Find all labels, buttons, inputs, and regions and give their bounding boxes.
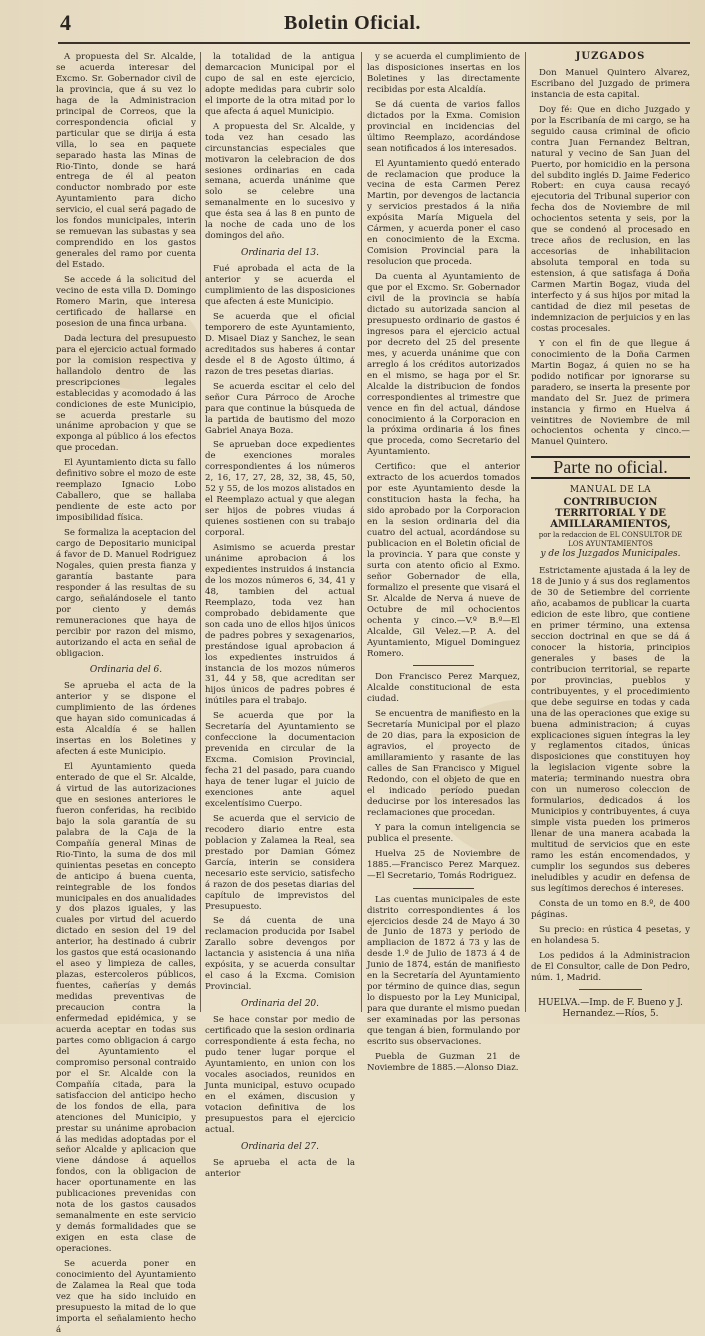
manual-title-line: MANUAL DE LA [569,485,652,496]
paragraph: Don Francisco Perez Marquez, Alcalde constitucional de esta ciudad. [367,672,520,705]
header-rule [58,42,690,44]
paragraph: Huelva 25 de Noviembre de 1885.—Francisco Perez Marquez.—El Secretario, Tomás Rodriguez. [367,848,520,881]
paragraph: Se aprueba el acta de la anterior [205,1157,355,1179]
separator-rule [579,989,643,990]
manual-subtitle: y de los Juzgados Municipales. [540,549,681,560]
column-4 [531,51,690,1020]
paragraph: Se aprueba el acta de la anterior y se dispone el cumplimiento de las órdenes que hayan sido comunicadas á esta Alcaldía é se hallen insertas en los Boletines y afecten á este Municipio. [56,681,196,758]
paragraph: Se aprueban doce expedientes de exenciones morales correspondientes á los números 2, 16, 17, 27, 28, 32, 38, 45, 50, 52 y 55, de los mozos alistados en el Reemplazo actual y que alegan ser hijos de pobres viudas á quienes sostienen con su trabajo corporal. [205,440,355,539]
paragraph: Se encuentra de manifiesto en la Secretaría Municipal por el plazo de 20 dias, para la exposicion de agravios, el proyecto de amillaramiento y rasante de las calles de San Francisco y Miguel Redondo, con el objeto de que en el indicado período puedan deducirse por los interesados las reclamaciones que procedan. [367,709,520,818]
paragraph: El Ayuntamiento quedó enterado de reclamacion que produce la vecina de esta Carmen Perez Martin, por devengos de lactancia y servicios prestados á la niña expósita María Miguela del Cármen, y acuerda poner el caso en conocimiento de la Excma. Comision Provincial para la resolucion que proceda. [367,158,520,268]
paragraph: Se formaliza la aceptacion del cargo de Depositario municipal á favor de D. Manuel Rodriguez Nogales, quien presta fianza y garantía bastante para responder á las resultas de su cargo, señalándosele el tanto por ciento y demás remuneraciones que haya de percibir por razon del mismo, autorizando el acta en señal de obligacion. [56,528,196,659]
paragraph: Se dá cuenta de varios fallos dictados por la Exma. Comision provincial en incidencias del último Reemplazo, acordándose sean notificados á los interesados. [367,99,520,154]
paragraph: Y para la comun inteligencia se publica el presente. [367,822,520,844]
paragraph: Se acuerda que por la Secretaría del Ayuntamiento se confeccione la documentacion prevenida en circular de la Excma. Comision Provincial, fecha 21 del pasado, para cuando haya de tener lugar el juicio de exenciones ante aquel excelentísimo Cuerpo. [205,711,355,809]
column-3 [367,52,520,1073]
column-1 [56,52,196,1335]
paragraph: Se acuerda que el servicio de recodero diario entre esta poblacion y Zalamea la Real, sea prestado por Damian Gómez García, interin se considera necesario este servicio, satisfecho á razon de dos pesetas diarias del capítulo de imprevistos del Presupuesto. [205,813,355,912]
paragraph: Certifico: que el anterior extracto de los acuerdos tomados por este Ayuntamiento desde la constitucion hasta la fecha, ha sido aprobado por la Corporacion en la sesion ordinaria del dia cuatro del actual, acordándose su publicacion en el Boletin oficial de la provincia. Y para que conste y surta con atento oficio al Exmo. señor Gobernador de ella, formalizo el presente que visará el Sr. Alcalde de Nerva á nueve de Octubre de mil ochocientos ochenta y cinco.—V.º B.º—El Alcalde, Gil Velez.—P. A. del Ayuntamiento, Miguel Dominguez Romero. [367,462,520,659]
page-title: Boletin Oficial. [284,12,421,34]
imprint: HUELVA.—Imp. de F. Bueno y J. Hernandez.—Ríos, 5. [538,998,683,1020]
juzgados-heading: JUZGADOS [575,51,646,62]
page-header [0,0,705,40]
section-heading: Ordinaria del 6. [89,665,163,676]
column-2 [205,52,355,1179]
manual-title: CONTRIBUCION TERRITORIAL Y DE AMILLARAMIENTOS, [550,497,671,531]
parte-no-oficial-heading: Parte no oficial. [531,456,690,479]
paragraph: El Ayuntamiento queda enterado de que el Sr. Alcalde, á virtud de las autorizaciones que en sesiones anteriores le fueron conferidas, ha recibido bajo la sola garantía de su palabra de la Caja de la Compañía general Minas de Rio-Tinto, la suma de dos mil quinientas pesetas en concepto de anticipo á buena cuenta, reintegrable de los fondos municipales en dos anualidades y dos plazos iguales, y las cuales por virtud del acuerdo dictado en sesion del 19 del anterior, ha destinado á cubrir los gastos que está ocasionando el aseo y limpieza de calles, plazas, estercoleros públicos, fuentes, cañerías y demás medidas preventivas de precaucion contra la enfermedad epidémica, y se acuerda aceptar en todas sus partes como obligacion á cargo del Ayuntamiento el compromiso personal contraido por el Sr. Alcalde con la Compañía citada, para la satisfaccion del anticipo hecho de los fondos de ella, para atenciones del Municipio, y prestar su unánime aprobacion á las medidas adoptadas por el señor Alcalde y aplicacion que viene dándose á aquellos fondos, con la obligacion de hacer oportunamente en las publicaciones prevenidas con nota de los gastos causados semanalmente en este servicio y demás formalidades que se exigen en esta clase de operaciones. [56,762,196,1255]
paragraph: Se dá cuenta de una reclamacion producida por Isabel Zarallo sobre devengos por lactancia y asistencia á una niña expósita, y se acuerda consultar el caso á la Excma. Comision Provincial. [205,916,355,993]
paragraph: Puebla de Guzman 21 de Noviembre de 1885.—Alonso Diaz. [367,1051,520,1073]
paragraph: Y con el fin de que llegue á conocimiento de la Doña Carmen Martin Bogaz, á quien no se ha podido notificar por ignorarse su paradero, se inserta la presente por mandato del Sr. Juez de primera instancia y firmo en Huelva á veintitres de Noviembre de mil ochocientos ochenta y cinco.—Manuel Quintero. [531,338,690,448]
column-divider [361,52,362,1012]
manual-subtitle: por la redaccion de EL CONSULTOR DE LOS AYUNTAMIENTOS [538,531,683,549]
page-number: 4 [60,10,71,35]
paragraph: Se accede á la solicitud del vecino de esta villa D. Domingo Romero Marin, que interesa certificado de hallarse en posesion de una finca urbana. [56,275,196,329]
paragraph: y se acuerda el cumplimiento de las disposiciones insertas en los Boletines y las directamente recibidas por esta Alcaldía. [367,52,520,95]
paragraph: A propuesta del Sr. Alcalde, y toda vez han cesado las circunstancias especiales que motivaron la celebracion de dos sesiones ordinarias en cada semana, acuerda unánime que solo se celebre una semanalmente en lo sucesivo y que ésta sea á las 8 en punto de la noche de cada uno de los domingos del año. [205,121,355,242]
paragraph: A propuesta del Sr. Alcalde, se acuerda interesar del Excmo. Sr. Gobernador civil de la provincia, que á su vez lo haga de la Administracion principal de Correos, que la correspondencia oficial y particular que se dirija á esta villa, lo sea en paquete separado hasta las Minas de Rio-Tinto, donde se hará entrega de él al peaton conductor nombrado por este Ayuntamiento para dicho servicio, el cual será pagado de los fondos municipales, interin se remuevan las subastas y sea comprendido en los gastos generales del ramo por cuenta del Estado. [56,52,196,271]
separator-rule [413,888,474,889]
paragraph: Doy fé: Que en dicho Juzgado y por la Escribanía de mi cargo, se ha seguido causa criminal de oficio contra Juan Fernandez Beltran, natural y vecino de San Juan del Puerto, por homicidio en la persona del subdito inglés D. Jaime Federico Robert: en cuya causa recayó ejecutoria del Tribunal superior con fecha dos de Noviembre de mil ochocientos setenta y seis, por la que se condenó al procesado en trece años de reclusion, en las accesorias de inhabilitacion absoluta temporal en toda su estension, á que satisfaga á Doña Carmen Martin Bogaz, viuda del interfecto y á sus hijos por mitad la cantidad de diez mil pesetas de indemnizacion de perjuicios y en las costas procesales. [531,104,690,334]
column-divider [525,52,526,1012]
paragraph: Dada lectura del presupuesto para el ejercicio actual formado por la comision respectiva y hallandolo dentro de las prescripciones legales establecidas y acomodado á las condiciones de este Municipio, se acuerda prestarle su unánime aprobacion y que se exponga al público á los efectos que procedan. [56,333,196,454]
section-heading: Ordinaria del 20. [240,999,320,1010]
paragraph: Asimismo se acuerda prestar unánime aprobacion á los expedientes instruidos á instancia de los mozos números 6, 34, 41 y 48, tambien del actual Reemplazo, toda vez han comprobado debidamente que son cada uno de ellos hijos únicos de padres pobres y sexagenarios, prestándose igual aprobacion á los expedientes instruidos á instancia de los mozos números 31, 44 y 58, que acreditan ser hijos únicos de padres pobres é inútiles para el trabajo. [205,543,355,707]
paragraph: Se acuerda que el oficial temporero de este Ayuntamiento, D. Misael Diaz y Sanchez, le sean acreditados sus haberes á contar desde el 8 de Agosto último, á razon de tres pesetas diarias. [205,311,355,377]
paragraph: Se acuerda poner en conocimiento del Ayuntamiento de Zalamea la Real que toda vez que ha sido incluido en presupuesto la mitad de lo que importa el señalamiento hecho á [56,1258,196,1335]
paragraph: Su precio: en rústica 4 pesetas, y en holandesa 5. [531,924,690,946]
paragraph: Estrictamente ajustada á la ley de 18 de Junio y á sus dos reglamentos de 30 de Setiembre del corriente año, acabamos de publicar la cuarta edicion de este libro, que contiene en primer término, una extensa seccion doctrinal en que se dá á conocer la historia, principios generales y bases de la contribucion territorial, se reparte por provincias, pueblos y contribuyentes, y el procedimiento que debe seguirse en todas y cada una de las operaciones que exige su buena administracion; á cuyas explicaciones siguen íntegras la ley y reglamentos citados, únicas disposiciones que constituyen hoy la legislacion vigente sobre la materia; terminando nuestra obra con un numeroso coleccion de formularios, dedicados á los Municipios y contribuyentes, á cuya simple vista pueden los primeros llenar de una manera acabada la multitud de servicios que en este ramo les están encomendados, y cumplir los segundos sus deberes ineludibles y acudir en defensa de sus legítimos derechos é intereses. [531,566,690,894]
paragraph: Don Manuel Quintero Alvarez, Escribano del Juzgado de primera instancia de esta capital. [531,67,690,100]
paragraph: Las cuentas municipales de este distrito correspondientes á los ejercicios desde 24 de Mayo á 30 de Junio de 1873 y periodo de ampliacion de 1872 á 73 y las de desde 1.º de Julio de 1873 á 4 de Junio de 1874, están de manifiesto en la Secretaría del Ayuntamiento por término de quince dias, segun lo dispuesto por la Ley Municipal, para que durante el mismo puedan ser examinadas por las personas que tengan á bien, formulando por escrito sus observaciones. [367,894,520,1048]
paragraph: Da cuenta al Ayuntamiento de que por el Excmo. Sr. Gobernador civil de la provincia se había dictado su autorizada sancion al presupuesto ordinario de gastos é ingresos para el ejercicio actual por decreto del 25 del presente mes, y acuerda unánime que con arreglo á los créditos autorizados en el mismo, se haga por el Sr. Alcalde la distribucion de fondos correspondientes al trimestre que vence en fin del actual, dándose conocimiento á la Corporacion en la próxima ordinaria á los fines que proceda, como Secretario del Ayuntamiento. [367,272,520,458]
section-heading: Ordinaria del 27. [240,1141,320,1152]
section-heading: Ordinaria del 13. [240,248,320,259]
separator-rule [413,665,474,666]
paragraph: Se hace constar por medio de certificado que la sesion ordinaria correspondiente á esta fecha, no pudo tener lugar porque el Ayuntamiento, en union con los vocales asociados, reunidos en Junta municipal, estuvo ocupado en el exámen, discusion y votacion definitiva de los presupuestos para el ejercicio actual. [205,1015,355,1135]
paragraph: El Ayuntamiento dicta su fallo definitivo sobre el mozo de este reemplazo Ignacio Lobo Caballero, que se hallaba pendiente de este acto por imposibilidad física. [56,458,196,524]
paragraph: Consta de un tomo en 8.º, de 400 páginas. [531,898,690,920]
paragraph: Fué aprobada el acta de la anterior y se acuerda el cumplimiento de las disposiciones que afecten á este Municipio. [205,264,355,308]
column-divider [200,52,201,1012]
paragraph: la totalidad de la antigua demarcacion Municipal por el cupo de sal en este ejercicio, adopte medidas para cubrir solo el importe de la otra mitad por lo que afecta á aquel Municipio. [205,52,355,117]
paragraph: Los pedidos á la Administracion de El Consultor, calle de Don Pedro, núm. 1, Madrid. [531,950,690,983]
paragraph: Se acuerda escitar el celo del señor Cura Párroco de Aroche para que continue la búsqueda de la partida de bautismo del mozo Gabriel Anaya Boza. [205,381,355,436]
